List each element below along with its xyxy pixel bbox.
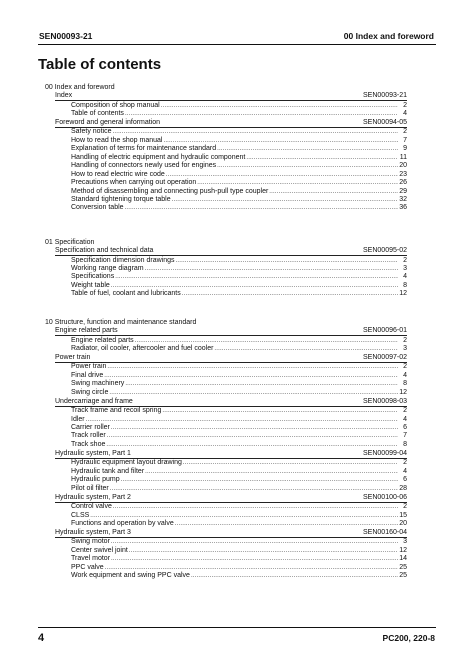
toc-entry[interactable] — [71, 203, 407, 212]
page-header-left: SEN00093-21 — [39, 31, 93, 41]
toc-entry-title: Radiator, oil cooler, aftercooler and fuel cooler — [71, 344, 214, 352]
toc-entry-title: Table of contents — [71, 109, 124, 117]
toc-entry-page: 20 — [399, 519, 407, 527]
toc-entry-title: Swing motor — [71, 538, 110, 546]
toc-entry-title: Method of disassembling and connecting push-pull type coupler — [71, 187, 269, 195]
toc-entry-title: Track frame and recoil spring — [71, 407, 162, 415]
toc-group — [55, 353, 407, 362]
toc-entry-page: 8 — [403, 281, 407, 289]
toc-entry-page: 3 — [403, 538, 407, 546]
toc-entry-page: 4 — [403, 109, 407, 117]
toc-entry-title: Working range diagram — [71, 264, 144, 272]
toc-entry-title: Hydraulic tank and filter — [71, 467, 145, 475]
toc-entry-title: Safety notice — [71, 128, 112, 136]
toc-group — [55, 397, 407, 406]
toc-entry-page: 9 — [403, 145, 407, 153]
toc-entry-title: Functions and operation by valve — [71, 519, 174, 527]
toc-entry[interactable] — [71, 440, 407, 449]
toc-entry-page: 12 — [399, 546, 407, 554]
toc-entry-title: Handling of connectors newly used for engines — [71, 162, 217, 170]
toc-group-title: Power train — [55, 354, 91, 362]
footer-rule — [38, 627, 436, 628]
toc-entry-title: Carrier roller — [71, 424, 110, 431]
toc-entry-page: 6 — [403, 424, 407, 431]
toc-entry-page: 2 — [403, 128, 407, 136]
toc-chapter-heading: 01 Specification — [45, 239, 95, 246]
toc-entry-title: Power train — [71, 363, 107, 371]
toc-entry[interactable] — [71, 519, 407, 528]
toc-group-code: SEN00095-02 — [363, 247, 407, 255]
toc-entry-title: Conversion table — [71, 204, 124, 212]
toc-entry[interactable] — [71, 344, 407, 353]
toc-entry[interactable] — [71, 571, 407, 580]
toc-entry-title: How to read electric wire code — [71, 170, 165, 178]
toc-entry-title: Table of fuel, coolant and lubricants — [71, 290, 181, 298]
toc-entry-page: 2 — [403, 336, 407, 344]
toc-entry[interactable] — [71, 109, 407, 118]
toc-group — [55, 91, 407, 100]
toc-group-code: SEN00096-01 — [363, 327, 407, 335]
toc-group-title: Hydraulic system, Part 1 — [55, 450, 131, 458]
toc-entry-page: 2 — [403, 459, 407, 467]
toc-entry-page: 6 — [403, 476, 407, 484]
toc-entry-page: 36 — [399, 204, 407, 212]
toc-entry-page: 23 — [399, 170, 407, 178]
toc-entry-title: Weight table — [71, 281, 110, 289]
toc-entry-page: 8 — [403, 380, 407, 388]
toc-entry-title: Composition of shop manual — [71, 101, 160, 109]
toc-entry-title: Explanation of terms for maintenance standard — [71, 145, 217, 153]
toc-entry-page: 7 — [403, 136, 407, 144]
toc-group-code: SEN00094-05 — [363, 119, 407, 127]
toc-entry-page: 4 — [403, 467, 407, 475]
toc-chapter-heading: 10 Structure, function and maintenance standard — [45, 319, 197, 326]
toc-entry[interactable] — [71, 388, 407, 397]
toc-group-code: SEN00093-21 — [363, 92, 407, 100]
toc-entry-page: 11 — [399, 153, 407, 161]
toc-group-code: SEN00160-04 — [363, 529, 407, 537]
toc-entry-title: Pilot oil filter — [71, 484, 109, 492]
toc-entry-title: Swing machinery — [71, 380, 125, 388]
toc-entry-page: 12 — [399, 290, 407, 298]
toc-group — [55, 118, 407, 127]
toc-entry-title: Engine related parts — [71, 336, 134, 344]
toc-group-title: Specification and technical data — [55, 247, 154, 255]
toc-entry-title: Center swivel joint — [71, 546, 128, 554]
toc-group-title: Hydraulic system, Part 3 — [55, 529, 131, 537]
toc-entry-title: Specifications — [71, 273, 115, 281]
toc-entry-page: 12 — [399, 388, 407, 396]
toc-group-code: SEN00099-04 — [363, 450, 407, 458]
toc-group — [55, 326, 407, 335]
toc-entry-title: Travel motor — [71, 555, 111, 563]
toc-group-title: Index — [55, 92, 73, 100]
toc-entry-page: 7 — [403, 432, 407, 440]
model-name: PC200, 220-8 — [382, 633, 435, 643]
toc-entry-title: Handling of electric equipment and hydraulic component — [71, 153, 246, 161]
toc-entry-page: 2 — [403, 503, 407, 511]
toc-entry-title: Final drive — [71, 371, 104, 379]
toc-group-code: SEN00097-02 — [363, 354, 407, 362]
toc-entry-title: Swing circle — [71, 388, 109, 396]
toc-entry-title: PPC valve — [71, 563, 104, 571]
toc-entry-page: 28 — [399, 484, 407, 492]
toc-group — [55, 246, 407, 255]
page-header-right: 00 Index and foreword — [343, 31, 434, 41]
toc-entry-title: How to read the shop manual — [71, 136, 163, 144]
toc-entry-page: 15 — [399, 511, 407, 519]
page-number: 4 — [38, 632, 45, 644]
toc-group-title: Undercarriage and frame — [55, 398, 133, 406]
page-title: Table of contents — [38, 56, 162, 73]
toc-entry-page: 2 — [403, 407, 407, 415]
toc-entry-page: 26 — [399, 179, 407, 187]
toc-entry-title: Track roller — [71, 432, 106, 440]
toc-entry-title: Standard tightening torque table — [71, 195, 171, 203]
toc-entry-page: 2 — [403, 256, 407, 264]
dot-leader — [125, 204, 398, 213]
toc-group-code: SEN00100-06 — [363, 494, 407, 501]
toc-entry-title: Work equipment and swing PPC valve — [71, 572, 190, 580]
toc-entry-title: Track shoe — [71, 440, 106, 448]
toc-entry-page: 3 — [403, 344, 407, 352]
toc-entry-page: 8 — [403, 440, 407, 448]
toc-entry-page: 4 — [403, 273, 407, 281]
toc-group-code: SEN00098-03 — [363, 398, 407, 406]
toc-entry-title: Specification dimension drawings — [71, 256, 175, 264]
toc-group — [55, 493, 407, 502]
toc-entry-page: 2 — [403, 101, 407, 109]
toc-entry-page: 32 — [399, 195, 407, 203]
toc-entry-page: 3 — [403, 264, 407, 272]
dot-leader — [191, 572, 398, 581]
toc-entry[interactable] — [71, 289, 407, 298]
toc-entry-page: 25 — [399, 572, 407, 580]
toc-group-title: Foreword and general information — [55, 119, 161, 127]
toc-entry-title: Idler — [71, 415, 85, 423]
toc-group-title: Engine related parts — [55, 327, 118, 335]
toc-group-title: Hydraulic system, Part 2 — [55, 494, 131, 501]
toc-group — [55, 528, 407, 537]
toc-entry-title: Precautions when carrying out operation — [71, 179, 197, 187]
toc-entry-title: CLSS — [71, 511, 90, 519]
toc-entry-page: 2 — [403, 363, 407, 371]
toc-entry-title: Control valve — [71, 503, 112, 511]
toc-entry-page: 4 — [403, 371, 407, 379]
toc-entry-page: 29 — [399, 187, 407, 195]
toc-entry-page: 25 — [399, 563, 407, 571]
toc-entry-page: 20 — [399, 162, 407, 170]
toc-chapter-heading: 00 Index and foreword — [45, 84, 115, 91]
toc-entry-title: Hydraulic pump — [71, 476, 120, 484]
toc-entry-page: 14 — [399, 555, 407, 563]
toc-group — [55, 449, 407, 458]
toc-entry[interactable] — [71, 484, 407, 493]
toc-entry-page: 4 — [403, 415, 407, 423]
toc-entry-title: Hydraulic equipment layout drawing — [71, 459, 182, 467]
dot-leader — [182, 290, 398, 299]
